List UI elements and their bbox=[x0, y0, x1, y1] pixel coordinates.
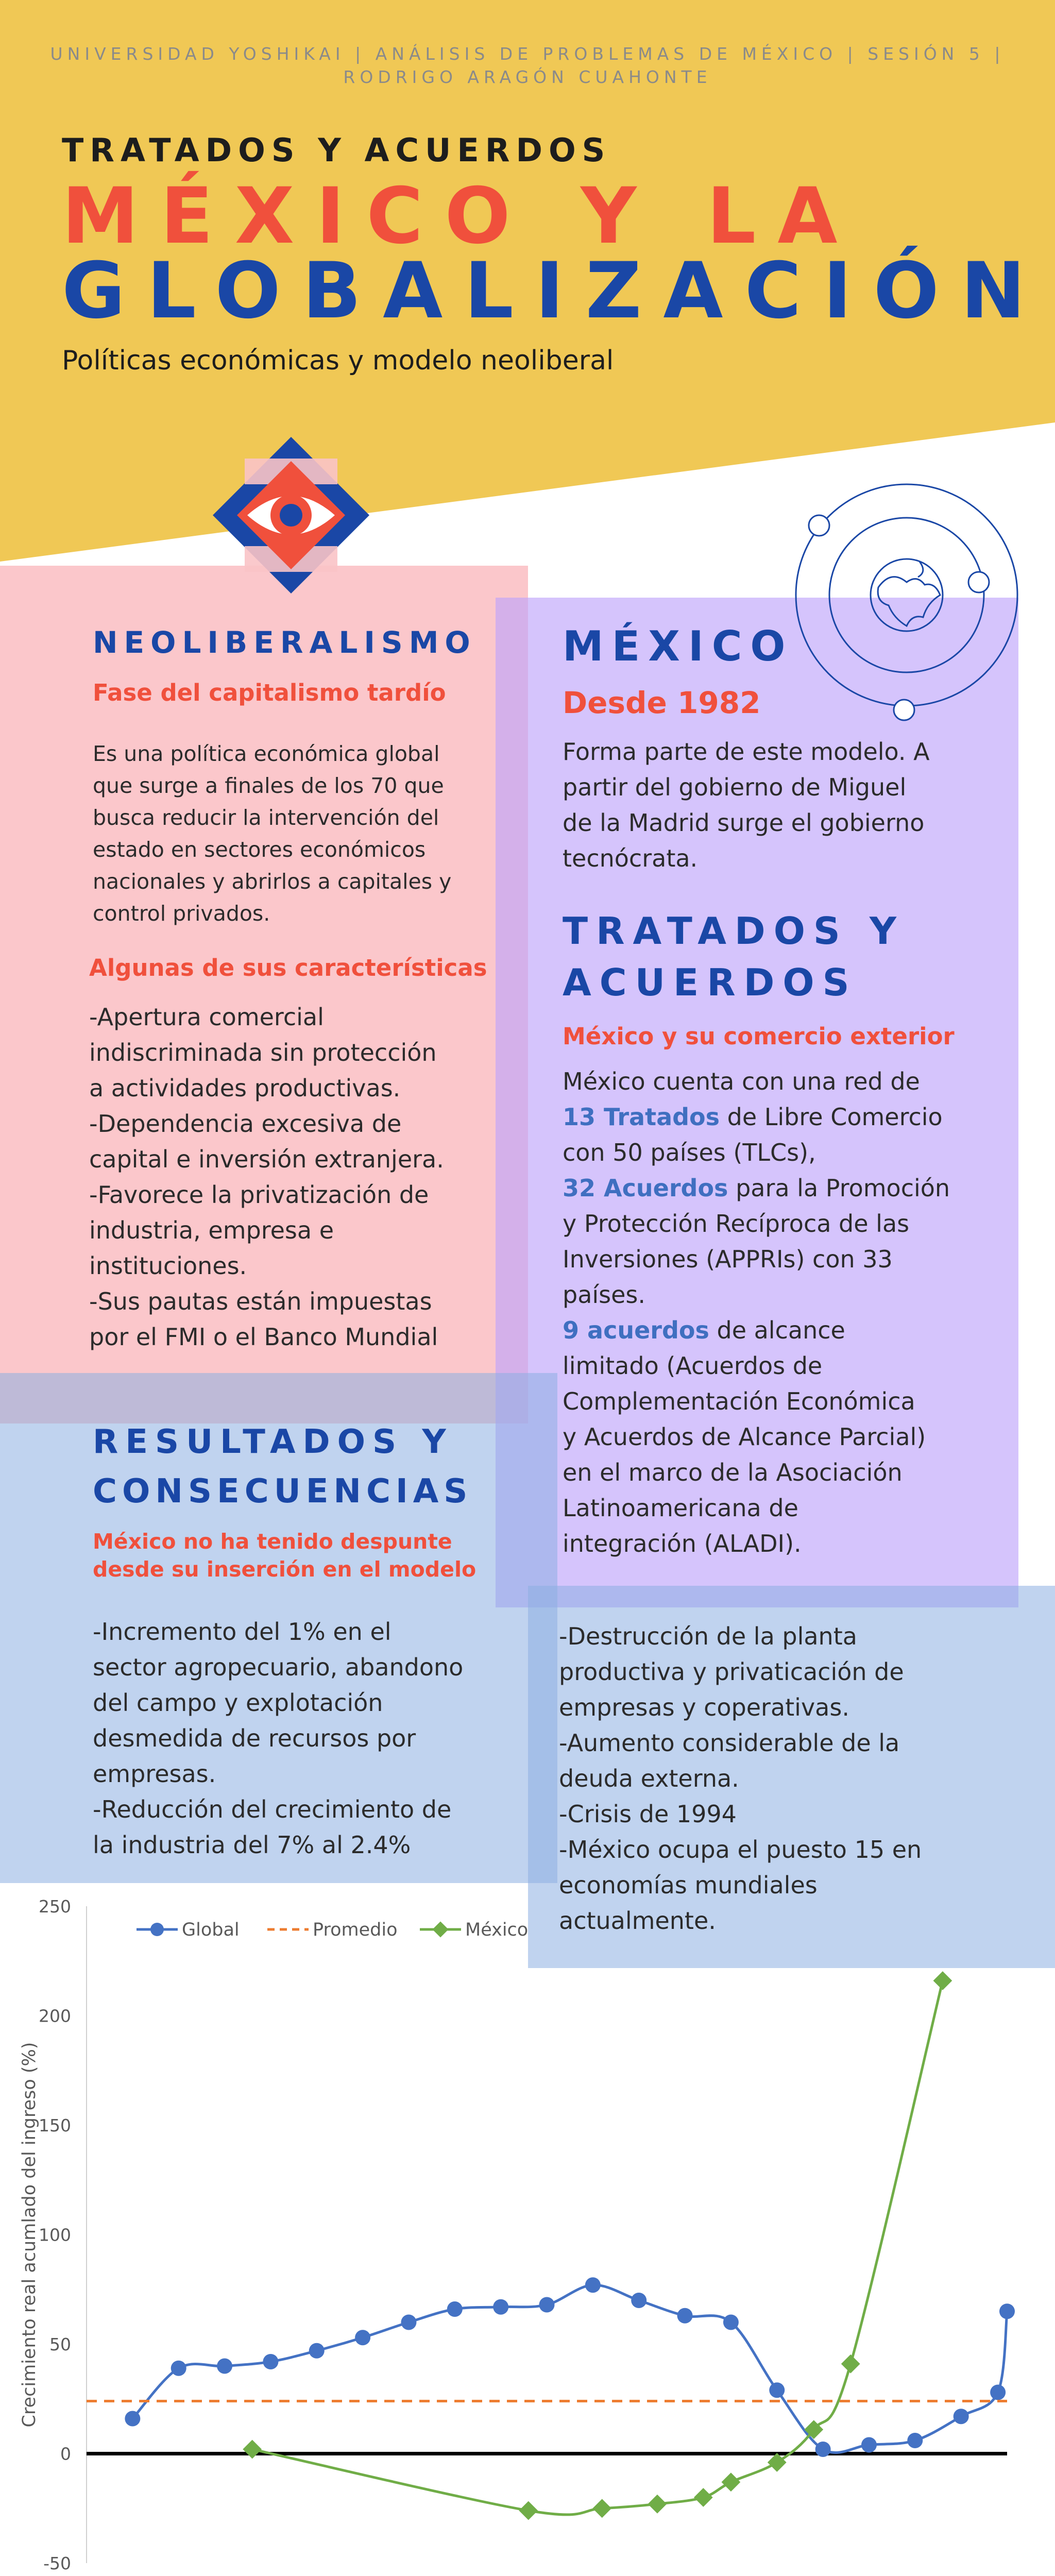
data-point-global bbox=[999, 2303, 1015, 2319]
data-point-global bbox=[723, 2315, 739, 2330]
resultados-title-line-1: RESULTADOS Y bbox=[93, 1423, 453, 1461]
text-line: busca reducir la intervención del bbox=[93, 805, 439, 830]
y-tick-label: 150 bbox=[39, 2115, 71, 2136]
data-point-global bbox=[401, 2315, 416, 2330]
series-line-global bbox=[132, 2285, 1007, 2452]
text-line: indiscriminada sin protección bbox=[89, 1039, 437, 1066]
text-line: partir del gobierno de Miguel bbox=[563, 773, 907, 801]
data-point-global bbox=[631, 2293, 646, 2308]
text-line: estado en sectores económicos bbox=[93, 837, 426, 862]
data-point-global bbox=[263, 2354, 278, 2369]
text-line: y Protección Recíproca de las bbox=[563, 1210, 910, 1238]
neoliberalismo-description bbox=[93, 738, 451, 929]
text-span: de alcance bbox=[709, 1316, 845, 1344]
data-point-mexico bbox=[768, 2453, 787, 2472]
text-line: tecnócrata. bbox=[563, 844, 698, 872]
y-axis-label: Crecimiento real acumlado del ingreso (%) bbox=[19, 2042, 40, 2428]
text-line: nacionales y abrirlos a capitales y bbox=[93, 869, 452, 894]
data-point-global bbox=[171, 2361, 186, 2376]
tratados-title-line-2: ACUERDOS bbox=[563, 961, 858, 1004]
text-line: Inversiones (APPRIs) con 33 bbox=[563, 1245, 893, 1273]
text-line: Forma parte de este modelo. A bbox=[563, 738, 930, 766]
header-line-1: UNIVERSIDAD YOSHIKAI | ANÁLISIS DE PROBLEMAS DE MÉXICO | SESIÓN 5 | bbox=[50, 44, 1005, 64]
legend-label-mexico: México bbox=[465, 1920, 529, 1940]
text-line: -Incremento del 1% en el bbox=[93, 1618, 392, 1646]
text-span: para la Promoción bbox=[728, 1174, 950, 1202]
resultados-subtitle-line-2: desde su inserción en el modelo bbox=[93, 1557, 477, 1582]
text-line: -Destrucción de la planta bbox=[559, 1622, 857, 1650]
data-point-global bbox=[447, 2301, 463, 2317]
neoliberalismo-title: NEOLIBERALISMO bbox=[93, 625, 477, 660]
series-line-mexico bbox=[252, 1981, 943, 2515]
hero-subtitle: Políticas económicas y modelo neoliberal bbox=[62, 345, 614, 376]
data-point-mexico bbox=[841, 2354, 860, 2374]
data-point-global bbox=[769, 2382, 785, 2398]
data-point-global bbox=[861, 2437, 877, 2453]
data-point-global bbox=[309, 2343, 325, 2359]
text-line: desmedida de recursos por bbox=[93, 1724, 416, 1752]
text-line: del campo y explotación bbox=[93, 1689, 383, 1717]
text-line: integración (ALADI). bbox=[563, 1530, 802, 1557]
hero-title-line-2: GLOBALIZACIÓN bbox=[62, 246, 1047, 336]
resultados-subtitle-line-1: México no ha tenido despunte bbox=[93, 1529, 452, 1554]
text-line: -Sus pautas están impuestas bbox=[89, 1287, 432, 1315]
legend-marker-global bbox=[150, 1923, 164, 1936]
y-tick-label: -50 bbox=[43, 2553, 71, 2573]
text-line: empresas. bbox=[93, 1760, 216, 1788]
text-line: industria, empresa e bbox=[89, 1216, 334, 1244]
text-line: Complementación Económica bbox=[563, 1387, 915, 1415]
data-point-mexico bbox=[592, 2499, 611, 2518]
y-tick-label: 0 bbox=[60, 2444, 71, 2464]
text-line: -Crisis de 1994 bbox=[559, 1800, 737, 1828]
text-line bbox=[563, 1313, 950, 1348]
y-tick-label: 50 bbox=[49, 2334, 71, 2354]
globe-orbit-icon bbox=[788, 479, 1025, 726]
text-line: productiva y privaticación de bbox=[559, 1658, 904, 1686]
text-line bbox=[563, 1099, 950, 1135]
data-point-global bbox=[990, 2385, 1006, 2400]
data-point-mexico bbox=[933, 1971, 952, 1990]
text-line: -Reducción del crecimiento de bbox=[93, 1795, 452, 1823]
text-line: empresas y coperativas. bbox=[559, 1693, 849, 1721]
text-line: economías mundiales bbox=[559, 1871, 818, 1899]
tratados-description bbox=[563, 1064, 950, 1562]
data-point-global bbox=[907, 2433, 923, 2448]
data-point-global bbox=[355, 2330, 370, 2345]
text-line: por el FMI o el Banco Mundial bbox=[89, 1323, 438, 1351]
text-line: países. bbox=[563, 1281, 646, 1309]
features-title: Algunas de sus características bbox=[89, 954, 487, 981]
text-line: -Aumento considerable de la bbox=[559, 1729, 900, 1757]
y-tick-label: 200 bbox=[39, 2006, 71, 2026]
text-line: México cuenta con una red de bbox=[563, 1067, 920, 1095]
text-line: y Acuerdos de Alcance Parcial) bbox=[563, 1423, 926, 1451]
text-line: control privados. bbox=[93, 901, 270, 926]
data-point-global bbox=[677, 2308, 693, 2324]
data-point-global bbox=[954, 2409, 969, 2424]
data-point-global bbox=[815, 2442, 831, 2457]
features-list bbox=[89, 999, 444, 1355]
data-point-mexico bbox=[519, 2501, 538, 2520]
data-point-global bbox=[585, 2277, 601, 2293]
mexico-title: MÉXICO bbox=[563, 622, 794, 670]
text-line: instituciones. bbox=[89, 1252, 247, 1280]
data-point-mexico bbox=[722, 2472, 741, 2492]
text-line: limitado (Acuerdos de bbox=[563, 1352, 823, 1380]
text-line: -Apertura comercial bbox=[89, 1003, 324, 1031]
y-tick-label: 100 bbox=[39, 2225, 71, 2245]
text-line: -Favorece la privatización de bbox=[89, 1181, 429, 1209]
legend-label-promedio: Promedio bbox=[313, 1920, 398, 1940]
highlight-9-acuerdos: 9 acuerdos bbox=[563, 1316, 709, 1344]
data-point-global bbox=[539, 2297, 555, 2313]
header-line-2: RODRIGO ARAGÓN CUAHONTE bbox=[343, 67, 712, 87]
data-point-global bbox=[125, 2411, 140, 2427]
data-point-global bbox=[217, 2359, 232, 2374]
legend-marker-mexico bbox=[432, 1921, 448, 1937]
text-line: -Dependencia excesiva de bbox=[89, 1110, 402, 1138]
legend-label-global: Global bbox=[182, 1920, 240, 1940]
tratados-subtitle: México y su comercio exterior bbox=[563, 1023, 955, 1050]
text-line: en el marco de la Asociación bbox=[563, 1459, 903, 1486]
data-point-mexico bbox=[648, 2495, 667, 2514]
text-line: Es una política económica global bbox=[93, 741, 440, 766]
highlight-13-tratados: 13 Tratados bbox=[563, 1103, 720, 1131]
text-line: capital e inversión extranjera. bbox=[89, 1145, 444, 1173]
hero-title-line-1: MÉXICO Y LA bbox=[62, 172, 859, 261]
text-line: a actividades productivas. bbox=[89, 1074, 401, 1102]
mexico-description bbox=[563, 734, 930, 876]
income-growth-chart bbox=[0, 1886, 1055, 2576]
text-line: con 50 países (TLCs), bbox=[563, 1139, 816, 1166]
text-line: -México ocupa el puesto 15 en bbox=[559, 1836, 922, 1863]
text-line: sector agropecuario, abandono bbox=[93, 1653, 464, 1681]
data-point-mexico bbox=[243, 2440, 262, 2459]
text-line: que surge a finales de los 70 que bbox=[93, 773, 444, 798]
mexico-subtitle: Desde 1982 bbox=[563, 685, 761, 720]
y-tick-label: 250 bbox=[39, 1896, 71, 1917]
resultados-title-line-2: CONSECUENCIAS bbox=[93, 1472, 473, 1511]
tratados-title-line-1: TRATADOS Y bbox=[563, 909, 905, 953]
resultados-left-list bbox=[93, 1614, 463, 1863]
eye-icon bbox=[209, 433, 373, 598]
data-point-mexico bbox=[694, 2488, 713, 2507]
text-span: de Libre Comercio bbox=[720, 1103, 943, 1131]
highlight-32-acuerdos: 32 Acuerdos bbox=[563, 1174, 728, 1202]
text-line: la industria del 7% al 2.4% bbox=[93, 1831, 411, 1859]
text-line: deuda externa. bbox=[559, 1765, 739, 1792]
text-line: actualmente. bbox=[559, 1907, 716, 1935]
text-line: Latinoamericana de bbox=[563, 1494, 798, 1522]
data-point-global bbox=[493, 2299, 508, 2315]
hero-overline: TRATADOS Y ACUERDOS bbox=[62, 131, 611, 169]
text-line bbox=[563, 1171, 950, 1206]
neoliberalismo-subtitle: Fase del capitalismo tardío bbox=[93, 679, 446, 706]
text-line: de la Madrid surge el gobierno bbox=[563, 809, 925, 837]
